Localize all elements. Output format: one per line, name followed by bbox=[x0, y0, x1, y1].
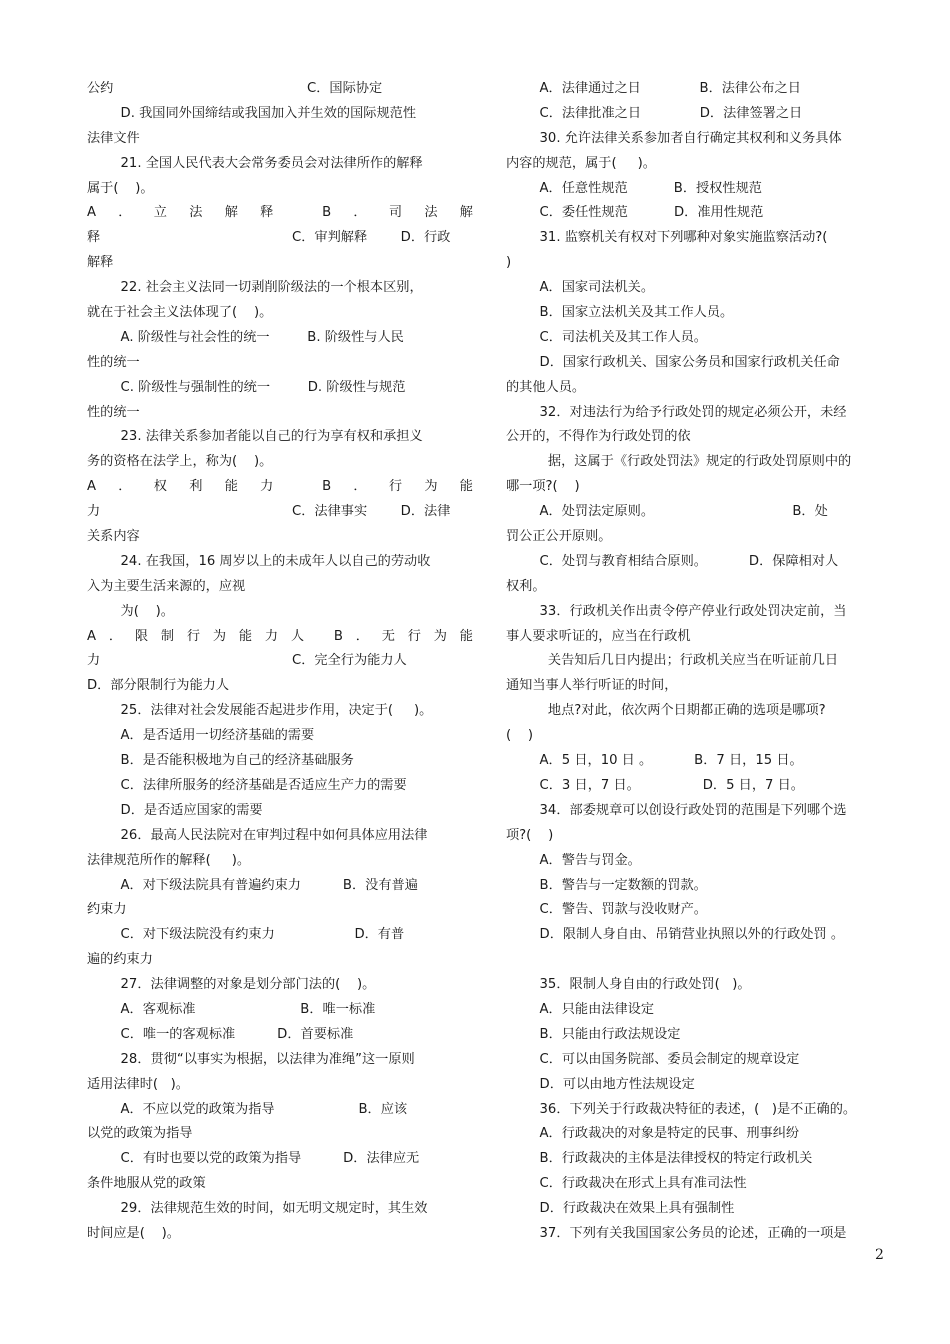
text-line bbox=[506, 948, 892, 973]
text-line: 37．下列有关我国国家公务员的论述，正确的一项是 bbox=[506, 1225, 847, 1241]
text-line: 通知当事人举行听证的时间， bbox=[506, 678, 678, 694]
text-line: 性的统一 bbox=[87, 404, 140, 420]
text-line: 公开的，不得作为行政处罚的依 bbox=[506, 429, 691, 445]
text-line: 28．贯彻“以事实为根据，以法律为准绳”这一原则 bbox=[87, 1051, 415, 1067]
text-line: A．警告与罚金。 bbox=[506, 852, 641, 868]
text-line: D．限制人身自由、吊销营业执照以外的行政处罚 。 bbox=[506, 927, 845, 943]
text-line: 35．限制人身自由的行政处罚( )。 bbox=[506, 977, 751, 993]
text-line-continuation: C．审判解释 D．行政 bbox=[292, 230, 451, 246]
text-line: 务的资格在法学上，称为( )。 bbox=[87, 454, 273, 470]
text-line: 27．法律调整的对象是划分部门法的( )。 bbox=[87, 977, 376, 993]
text-line: A．是否适用一切经济基础的需要 bbox=[87, 728, 315, 744]
text-line: D．可以由地方性法规设定 bbox=[506, 1076, 695, 1092]
text-line: 条件地服从党的政策 bbox=[87, 1176, 206, 1192]
text-line: 地点?对此，依次两个日期都正确的选项是哪项? bbox=[506, 703, 826, 719]
text-line: A．限制行为能力人 B．无行为能 bbox=[87, 628, 473, 644]
left-column bbox=[87, 77, 473, 1247]
text-line: 法律规范所作的解释( )。 bbox=[87, 852, 251, 868]
text-line: B．行政裁决的主体是法律授权的特定行政机关 bbox=[506, 1151, 813, 1167]
text-line: 罚公正公开原则。 bbox=[506, 529, 612, 545]
text-line: A．不应以党的政策为指导 B．应该 bbox=[87, 1101, 408, 1117]
text-line: 33．行政机关作出责令停产停业行政处罚决定前，当 bbox=[506, 603, 847, 619]
text-line-continuation: C．国际协定 bbox=[307, 81, 383, 96]
text-line: D．部分限制行为能力人 bbox=[87, 678, 230, 694]
text-line: 36．下列关于行政裁决特征的表述，( )是不正确的。 bbox=[506, 1101, 857, 1117]
text-line: ( ) bbox=[506, 728, 534, 744]
text-line: A．处罚法定原则。 B．处 bbox=[506, 504, 828, 520]
text-line: 哪一项?( ) bbox=[506, 479, 580, 495]
text-line: C．3 日，7 日。 D．5 日，7 日。 bbox=[506, 777, 804, 793]
text-line: 22. 社会主义法同一切剥削阶级法的一个根本区别， bbox=[87, 280, 423, 296]
text-line: A．对下级法院具有普遍约束力 B．没有普遍 bbox=[87, 877, 418, 893]
text-line: C．委任性规范 D．准用性规范 bbox=[506, 205, 764, 221]
text-line: 24. 在我国，16 周岁以上的未成年人以自己的劳动收 bbox=[87, 553, 431, 569]
text-line: A．只能由法律设定 bbox=[506, 1001, 655, 1017]
text-line: 29．法律规范生效的时间，如无明文规定时，其生效 bbox=[87, 1201, 428, 1217]
text-line: B．国家立法机关及其工作人员。 bbox=[506, 305, 734, 321]
text-line: 为( )。 bbox=[87, 603, 174, 619]
text-line: D．国家行政机关、国家公务员和国家行政机关任命 bbox=[506, 354, 840, 370]
text-line: 的其他人员。 bbox=[506, 379, 586, 395]
text-line: A．客观标准 B．唯一标准 bbox=[87, 1001, 376, 1017]
text-line: 时间应是( )。 bbox=[87, 1225, 180, 1241]
text-line: 关告知后几日内提出；行政机关应当在听证前几日 bbox=[506, 653, 839, 669]
text-line-continuation: C．完全行为能力人 bbox=[292, 653, 407, 669]
text-line: A．立法解释 B．司法解 bbox=[87, 205, 473, 221]
text-line: 31. 监察机关有权对下列哪种对象实施监察活动?( bbox=[506, 230, 828, 246]
text-line: D．行政裁决在效果上具有强制性 bbox=[506, 1201, 735, 1217]
text-line: D. 我国同外国缔结或我国加入并生效的国际规范性 bbox=[87, 105, 417, 121]
text-line: 约束力 bbox=[87, 902, 127, 918]
text-line: C．警告、罚款与没收财产。 bbox=[506, 902, 707, 918]
text-line: C．法律所服务的经济基础是否适应生产力的需要 bbox=[87, 777, 407, 793]
text-line: C．处罚与教育相结合原则。 D．保障相对人 bbox=[506, 553, 839, 569]
text-line: 21. 全国人民代表大会常务委员会对法律所作的解释 bbox=[87, 155, 423, 171]
text-line: B．是否能积极地为自己的经济基础服务 bbox=[87, 753, 354, 769]
text-line-continuation: C．法律事实 D．法律 bbox=[292, 504, 451, 520]
text-line: 25．法律对社会发展能否起进步作用，决定于( )。 bbox=[87, 703, 433, 719]
text-line: 公约 C．国际协定 bbox=[87, 77, 473, 102]
text-line: 释 C．审判解释 D．行政 bbox=[87, 226, 473, 251]
text-line: 事人要求听证的，应当在行政机 bbox=[506, 628, 691, 644]
text-line: 据，这属于《行政处罚法》规定的行政处罚原则中的 bbox=[506, 454, 852, 470]
text-line: 30. 允许法律关系参加者自行确定其权利和义务具体 bbox=[506, 130, 842, 146]
text-line: 性的统一 bbox=[87, 354, 140, 370]
text-line: 力 C．完全行为能力人 bbox=[87, 649, 473, 674]
text-line: 力 C．法律事实 D．法律 bbox=[87, 500, 473, 525]
text-line: 32．对违法行为给予行政处罚的规定必须公开，未经 bbox=[506, 404, 847, 420]
text-line: 权利。 bbox=[506, 578, 546, 594]
text-line: 34．部委规章可以创设行政处罚的范围是下列哪个选 bbox=[506, 802, 847, 818]
text-line: B．只能由行政法规设定 bbox=[506, 1026, 681, 1042]
text-line: C．可以由国务院部、委员会制定的规章设定 bbox=[506, 1051, 800, 1067]
text-line: C．法律批准之日 D．法律签署之日 bbox=[506, 105, 803, 121]
text-line: A．国家司法机关。 bbox=[506, 280, 655, 296]
text-line: C．司法机关及其工作人员。 bbox=[506, 329, 707, 345]
text-line: A．行政裁决的对象是特定的民事、刑事纠纷 bbox=[506, 1126, 800, 1142]
text-line: A．法律通过之日 B．法律公布之日 bbox=[506, 81, 801, 96]
text-line: A．5 日，10 日 。 B．7 日，15 日。 bbox=[506, 753, 803, 769]
text-line: 23. 法律关系参加者能以自己的行为享有权和承担义 bbox=[87, 429, 423, 445]
text-line: C．有时也要以党的政策为指导 D．法律应无 bbox=[87, 1151, 420, 1167]
text-line: C. 阶级性与强制性的统一 D. 阶级性与规范 bbox=[87, 379, 406, 395]
text-line: A. 阶级性与社会性的统一 B. 阶级性与人民 bbox=[87, 329, 404, 345]
text-line: A．权利能力 B．行为能 bbox=[87, 479, 473, 495]
text-line: D．是否适应国家的需要 bbox=[87, 802, 263, 818]
text-line: C．对下级法院没有约束力 D．有普 bbox=[87, 927, 405, 943]
right-column bbox=[506, 77, 892, 1247]
text-line: 就在于社会主义法体现了( )。 bbox=[87, 305, 273, 321]
text-line: 适用法律时( )。 bbox=[87, 1076, 189, 1092]
text-line: B．警告与一定数额的罚款。 bbox=[506, 877, 707, 893]
text-line: 遍的约束力 bbox=[87, 952, 153, 968]
text-line: ) bbox=[506, 255, 512, 271]
text-line: 内容的规范，属于( )。 bbox=[506, 155, 656, 171]
text-line: C．唯一的客观标准 D．首要标准 bbox=[87, 1026, 354, 1042]
page-number: 2 bbox=[875, 1247, 884, 1263]
text-line: 属于( )。 bbox=[87, 180, 154, 196]
text-line: C．行政裁决在形式上具有准司法性 bbox=[506, 1176, 747, 1192]
text-line: 入为主要生活来源的，应视 bbox=[87, 578, 246, 594]
text-line: 关系内容 bbox=[87, 529, 140, 545]
text-line: 项?( ) bbox=[506, 827, 554, 843]
text-line: 法律文件 bbox=[87, 130, 140, 146]
text-line: 解释 bbox=[87, 255, 114, 271]
text-line: A．任意性规范 B．授权性规范 bbox=[506, 180, 762, 196]
text-line: 以党的政策为指导 bbox=[87, 1126, 193, 1142]
text-line: 26．最高人民法院对在审判过程中如何具体应用法律 bbox=[87, 827, 428, 843]
